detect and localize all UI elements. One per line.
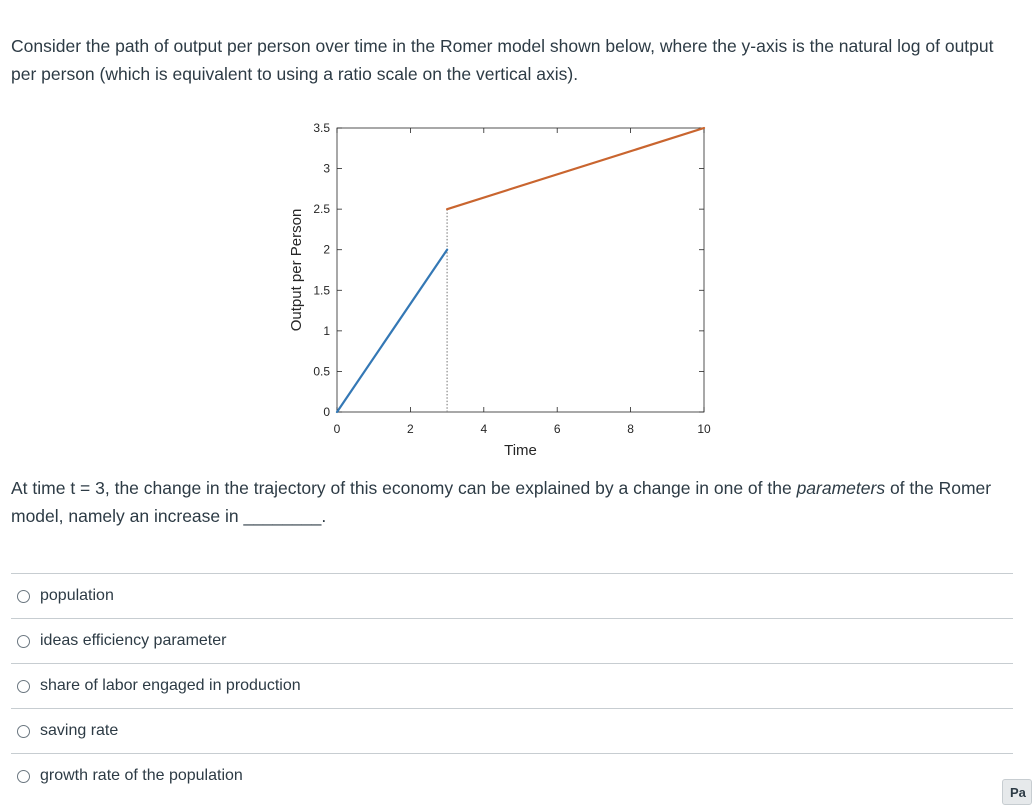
prompt-emphasis: parameters bbox=[796, 478, 886, 498]
answer-option-population[interactable] bbox=[11, 573, 1013, 618]
x-axis-label: Time bbox=[504, 442, 537, 459]
x-tick-label: 10 bbox=[697, 422, 711, 436]
chart-svg bbox=[280, 112, 720, 462]
answer-label: share of labor engaged in production bbox=[40, 677, 301, 694]
x-tick-label: 8 bbox=[627, 422, 634, 436]
next-page-button[interactable]: Pa bbox=[1002, 779, 1032, 805]
plot-frame bbox=[337, 128, 704, 412]
question-intro: Consider the path of output per person over time in the Romer model shown below, where the y-axis is the natural log of output per person (which is equivalent to using a ratio scale on the vertical axis). bbox=[11, 36, 994, 84]
answer-label: growth rate of the population bbox=[40, 767, 243, 784]
y-axis-label: Output per Person bbox=[288, 208, 305, 332]
answer-label: population bbox=[40, 587, 114, 604]
y-tick-label: 1 bbox=[323, 323, 330, 338]
output-chart bbox=[280, 112, 720, 462]
y-tick-label: 0 bbox=[323, 405, 330, 419]
y-tick-label: 3 bbox=[323, 161, 330, 176]
answer-label: saving rate bbox=[40, 722, 119, 739]
answer-option-population-growth[interactable] bbox=[11, 753, 1013, 798]
radio-button[interactable] bbox=[17, 635, 30, 648]
x-tick-label: 4 bbox=[480, 422, 488, 436]
y-tick-label: 3.5 bbox=[313, 121, 330, 135]
y-tick-label: 2.5 bbox=[313, 202, 330, 217]
x-tick-label: 2 bbox=[407, 422, 414, 436]
answer-list bbox=[11, 573, 1013, 798]
answer-option-ideas-efficiency[interactable] bbox=[11, 618, 1013, 663]
radio-button[interactable] bbox=[17, 725, 30, 738]
x-tick-label: 0 bbox=[333, 422, 341, 436]
answer-option-saving-rate[interactable] bbox=[11, 708, 1013, 753]
y-tick-label: 1.5 bbox=[313, 283, 330, 298]
radio-button[interactable] bbox=[17, 590, 30, 603]
answer-option-labor-share[interactable] bbox=[11, 663, 1013, 708]
radio-button[interactable] bbox=[17, 680, 30, 693]
answer-label: ideas efficiency parameter bbox=[40, 632, 227, 649]
radio-button[interactable] bbox=[17, 770, 30, 783]
y-tick-label: 0.5 bbox=[313, 364, 330, 379]
question-prompt bbox=[11, 474, 1021, 530]
y-tick-label: 2 bbox=[323, 242, 330, 257]
x-tick-label: 6 bbox=[553, 422, 561, 436]
prompt-before: At time t = 3, the change in the trajectory of this economy can be explained by a change in one of the bbox=[11, 478, 797, 498]
prompt-after: of the Romer model, namely an increase in ________. bbox=[11, 478, 992, 526]
